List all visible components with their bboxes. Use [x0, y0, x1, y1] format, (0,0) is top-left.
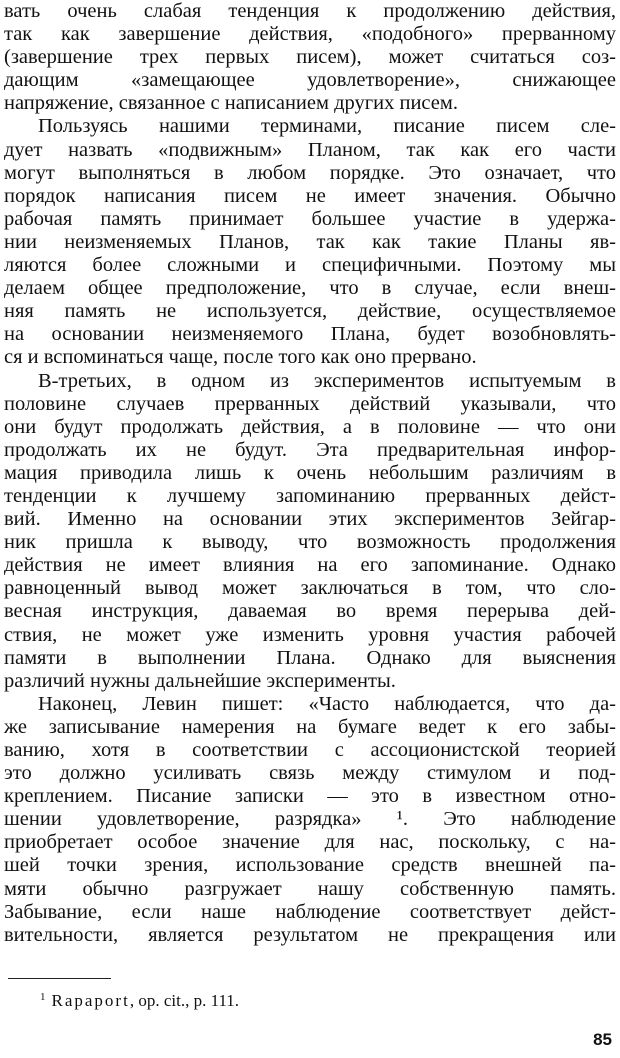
text-line: ванию, хотя в соответствии с ассоционистской теорией — [4, 739, 616, 761]
text-line: нии неизменяемых Планов, так как такие Планы яв- — [4, 230, 616, 253]
text-line: так как завершение действия, «подобного» прерванному — [4, 23, 616, 46]
text-line: они будут продолжать действия, а в половине — что они — [4, 415, 616, 438]
footnote-author: Rapaport — [51, 991, 130, 1010]
text-line: весная инструкция, даваемая во время перерыва дей- — [4, 600, 616, 623]
text-line: (завершение трех первых писем), может считаться соз- — [4, 46, 616, 69]
text-line: шении удовлетворение, разрядка» ¹. Это наблюдение — [4, 808, 616, 831]
text-line: памяти в выполнении Плана. Однако для выяснения — [4, 646, 616, 669]
footnote-citation: , op. cit., p. 111. — [129, 991, 240, 1010]
text-line: шей точки зрения, использование средств внешней па- — [4, 854, 616, 877]
text-line: напряжение, связанное с написанием других писем. — [4, 92, 458, 115]
text-line: делаем общее предположение, что в случае, если внеш- — [4, 277, 616, 300]
text-line: мация приводила лишь к очень небольшим различиям в — [4, 461, 616, 484]
text-line: половине случаев прерванных действий указывали, что — [4, 392, 616, 415]
text-line: продолжать их не будут. Эта предварительная инфор- — [4, 438, 616, 461]
paragraph-start-line: Пользуясь нашими терминами, писание писем сле- — [38, 115, 616, 138]
text-line: различий нужны дальнейшие эксперименты. — [4, 669, 396, 692]
body-text — [4, 0, 616, 947]
text-line: Забывание, если наше наблюдение соответствует дейст- — [4, 900, 616, 923]
text-line: порядок написания писем не имеет значения. Обычно — [4, 184, 616, 207]
text-line: вать очень слабая тенденция к продолжению действия, — [4, 0, 616, 22]
text-line: это должно усиливать связь между стимулом и под- — [4, 762, 616, 785]
paragraph-start-line: В-третьих, в одном из экспериментов испытуемым в — [38, 369, 616, 392]
text-line: на основании неизменяемого Плана, будет возобновлять- — [4, 323, 616, 346]
text-line: рабочая память принимает большее участие в удержа- — [4, 207, 616, 230]
text-line: няя память не используется, действие, осуществляемое — [4, 300, 616, 323]
text-line: равноценный вывод может заключаться в том, что сло- — [4, 577, 616, 600]
footnote-divider — [8, 978, 111, 979]
text-line: вий. Именно на основании этих экспериментов Зейгар- — [4, 508, 616, 531]
text-line: же записывание намерения на бумаге ведет к его забы- — [4, 715, 616, 738]
text-line: дует назвать «подвижным» Планом, так как его части — [4, 138, 616, 161]
footnote-marker: 1 — [40, 991, 46, 1003]
text-line: могут выполняться в любом порядке. Это означает, что — [4, 161, 616, 184]
text-line: мяти обычно разгружает нашу собственную память. — [4, 877, 616, 900]
text-line: ся и вспоминаться чаще, после того как оно прервано. — [4, 346, 477, 369]
text-line: дающим «замещающее удовлетворение», снижающее — [4, 69, 616, 92]
text-line: приобретает особое значение для нас, поскольку, с на- — [4, 831, 616, 854]
text-line: действия не имеет влияния на его запоминание. Однако — [4, 554, 616, 577]
text-line: ляются более сложными и специфичными. Поэтому мы — [4, 254, 616, 277]
text-line: тенденции к лучшему запоминанию прерванных дейст- — [4, 484, 616, 507]
paragraph-start-line: Наконец, Левин пишет: «Часто наблюдается, что да- — [38, 692, 616, 715]
text-line: вительности, является результатом не прекращения или — [4, 923, 616, 946]
text-line: ник пришла к выводу, что возможность продолжения — [4, 531, 616, 554]
text-line: ствия, не может уже изменить уровня участия рабочей — [4, 623, 616, 646]
text-line: креплением. Писание записки — это в известном отно- — [4, 785, 616, 808]
page-number: 85 — [593, 1030, 612, 1049]
footnote — [40, 987, 239, 1011]
